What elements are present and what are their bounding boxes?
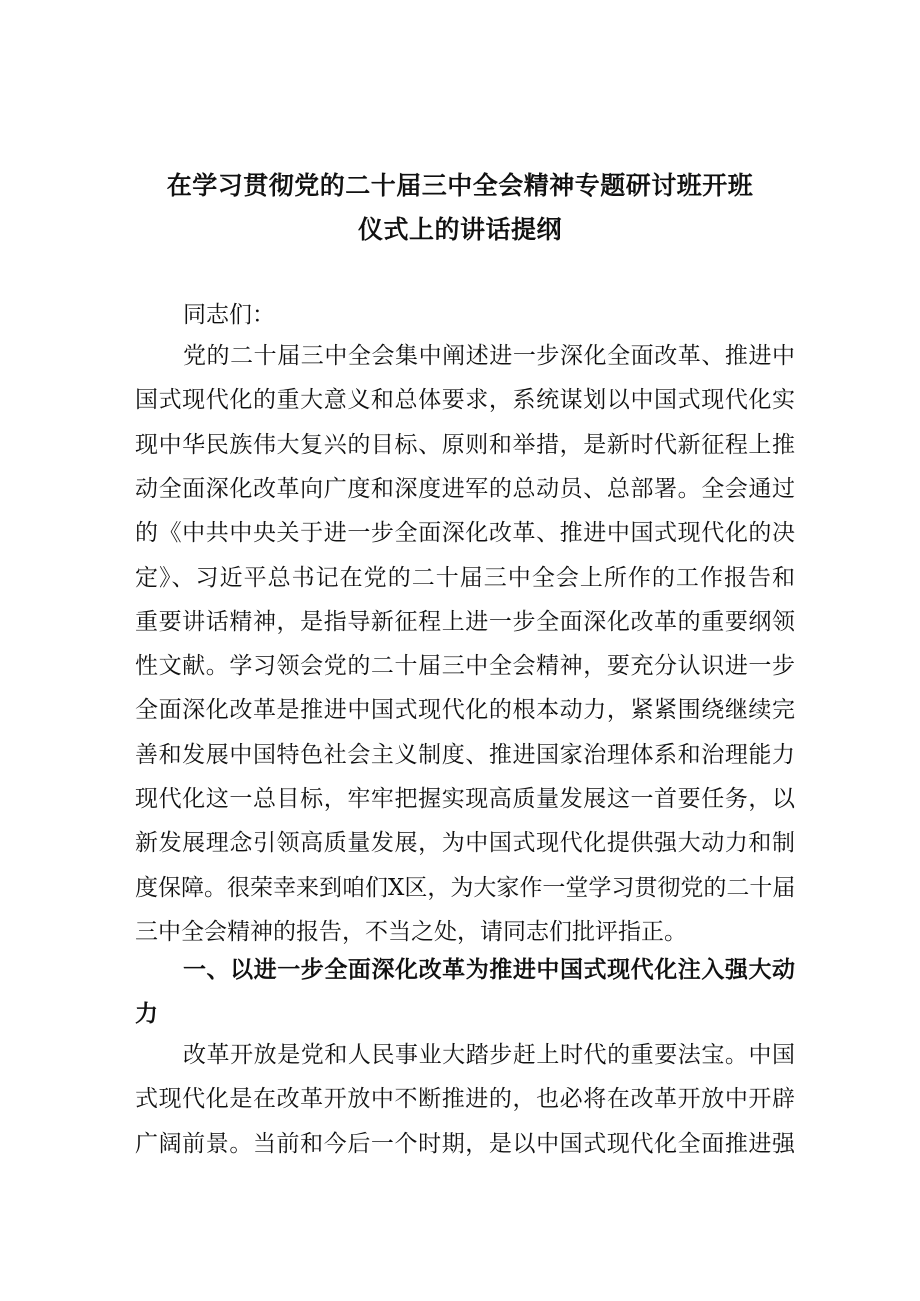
paragraph-line: 现中华民族伟大复兴的目标、原则和举措，是新时代新征程上推 — [135, 432, 795, 458]
paragraph-line: 新发展理念引领高质量发展，为中国式现代化提供强大动力和制 — [135, 830, 795, 856]
paragraph-line: 全面深化改革是推进中国式现代化的根本动力，紧紧围绕继续完 — [135, 697, 795, 723]
document-title-line-1: 在学习贯彻党的二十届三中全会精神专题研讨班开班 — [166, 171, 754, 200]
paragraph-line: 广阔前景。当前和今后一个时期，是以中国式现代化全面推进强 — [135, 1131, 795, 1157]
paragraph-line: 的《中共中央关于进一步全面深化改革、推进中国式现代化的决 — [135, 520, 795, 546]
paragraph-line: 三中全会精神的报告，不当之处，请同志们批评指正。 — [135, 919, 687, 945]
paragraph-line: 式现代化是在改革开放中不断推进的，也必将在改革开放中开辟 — [135, 1086, 795, 1112]
paragraph-line: 动全面深化改革向广度和深度进军的总动员、总部署。全会通过 — [135, 476, 795, 502]
paragraph-line: 国式现代化的重大意义和总体要求，系统谋划以中国式现代化实 — [135, 387, 795, 413]
document-title-line-2: 仪式上的讲话提纲 — [357, 215, 562, 244]
paragraph-line: 党的二十届三中全会集中阐述进一步深化全面改革、推进中 — [183, 343, 795, 369]
paragraph-line: 重要讲话精神，是指导新征程上进一步全面深化改革的重要纲领 — [135, 609, 795, 635]
section-heading-1-line-2: 力 — [135, 1001, 158, 1027]
paragraph-line: 改革开放是党和人民事业大踏步赶上时代的重要法宝。中国 — [183, 1042, 795, 1068]
section-heading-1-line-1: 一、以进一步全面深化改革为推进中国式现代化注入强大动 — [183, 957, 795, 983]
paragraph-line: 定》、习近平总书记在党的二十届三中全会上所作的工作报告和 — [135, 565, 795, 591]
paragraph-line: 现代化这一总目标，牢牢把握实现高质量发展这一首要任务，以 — [135, 786, 795, 812]
paragraph-line: 善和发展中国特色社会主义制度、推进国家治理体系和治理能力 — [135, 742, 795, 768]
paragraph-line: 性文献。学习领会党的二十届三中全会精神，要充分认识进一步 — [135, 653, 795, 679]
paragraph-line: 度保障。很荣幸来到咱们X区，为大家作一堂学习贯彻党的二十届 — [135, 875, 796, 901]
greeting: 同志们： — [183, 302, 275, 328]
